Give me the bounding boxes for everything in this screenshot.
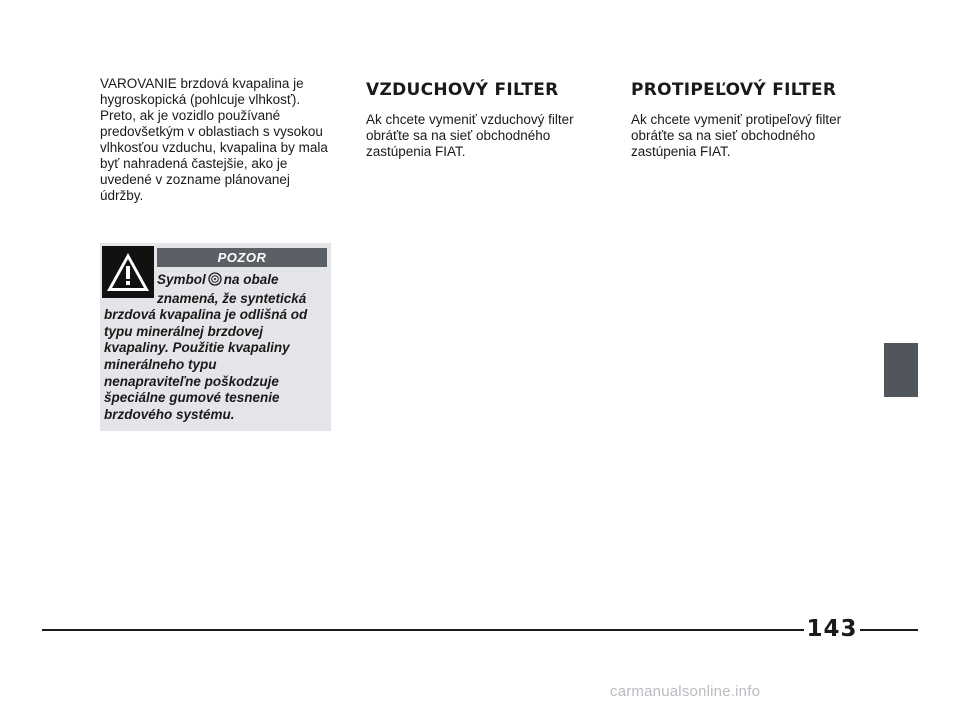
warning-text-on-package: na obale xyxy=(223,272,279,287)
pollen-filter-paragraph: Ak chcete vymeniť protipeľový filter obráťte sa na sieť obchodného zastúpenia FIAT. xyxy=(631,112,842,159)
synthetic-fluid-symbol-icon xyxy=(208,272,222,291)
pollen-filter-column xyxy=(631,76,871,160)
footer-rule-left xyxy=(42,629,804,631)
footer-rule-right xyxy=(860,629,918,631)
brake-fluid-note-column xyxy=(100,76,338,204)
air-filter-title: VZDUCHOVÝ FILTER xyxy=(366,80,559,100)
warning-text xyxy=(104,272,329,423)
air-filter-paragraph: Ak chcete vymeniť vzduchový filter obráťte sa na sieť obchodného zastúpenia FIAT. xyxy=(366,112,574,159)
warning-text-symbol-word: Symbol xyxy=(157,272,206,287)
watermark: carmanualsonline.info xyxy=(610,683,761,700)
brake-fluid-warning-paragraph: VAROVANIE brzdová kvapalina je hygroskopická (pohlcuje vlhkosť). Preto, ak je vozidlo používané predovšetkým v oblastiach s vysokou vlhkosťou vzduchu, kvapalina by mala byť nahradená častejšie, ako je uvedené v zozname plánovanej údržby. xyxy=(100,76,328,203)
warning-rest-text: brzdová kvapalina je odlišná od typu minerálnej brzdovej kvapaliny. Použitie kvapaliny minerálneho typu nenapraviteľne poškodzuje špeciálne gumové tesnenie brzdového systému. xyxy=(104,307,308,422)
air-filter-column xyxy=(366,76,606,160)
warning-banner: POZOR xyxy=(157,248,327,267)
pollen-filter-title: PROTIPEĽOVÝ FILTER xyxy=(631,80,837,100)
warning-second-line: znamená, že syntetická xyxy=(157,290,307,306)
warning-first-line xyxy=(104,272,329,291)
warning-box xyxy=(100,243,331,431)
page-number: 143 xyxy=(806,616,858,642)
chapter-side-tab xyxy=(884,343,918,397)
